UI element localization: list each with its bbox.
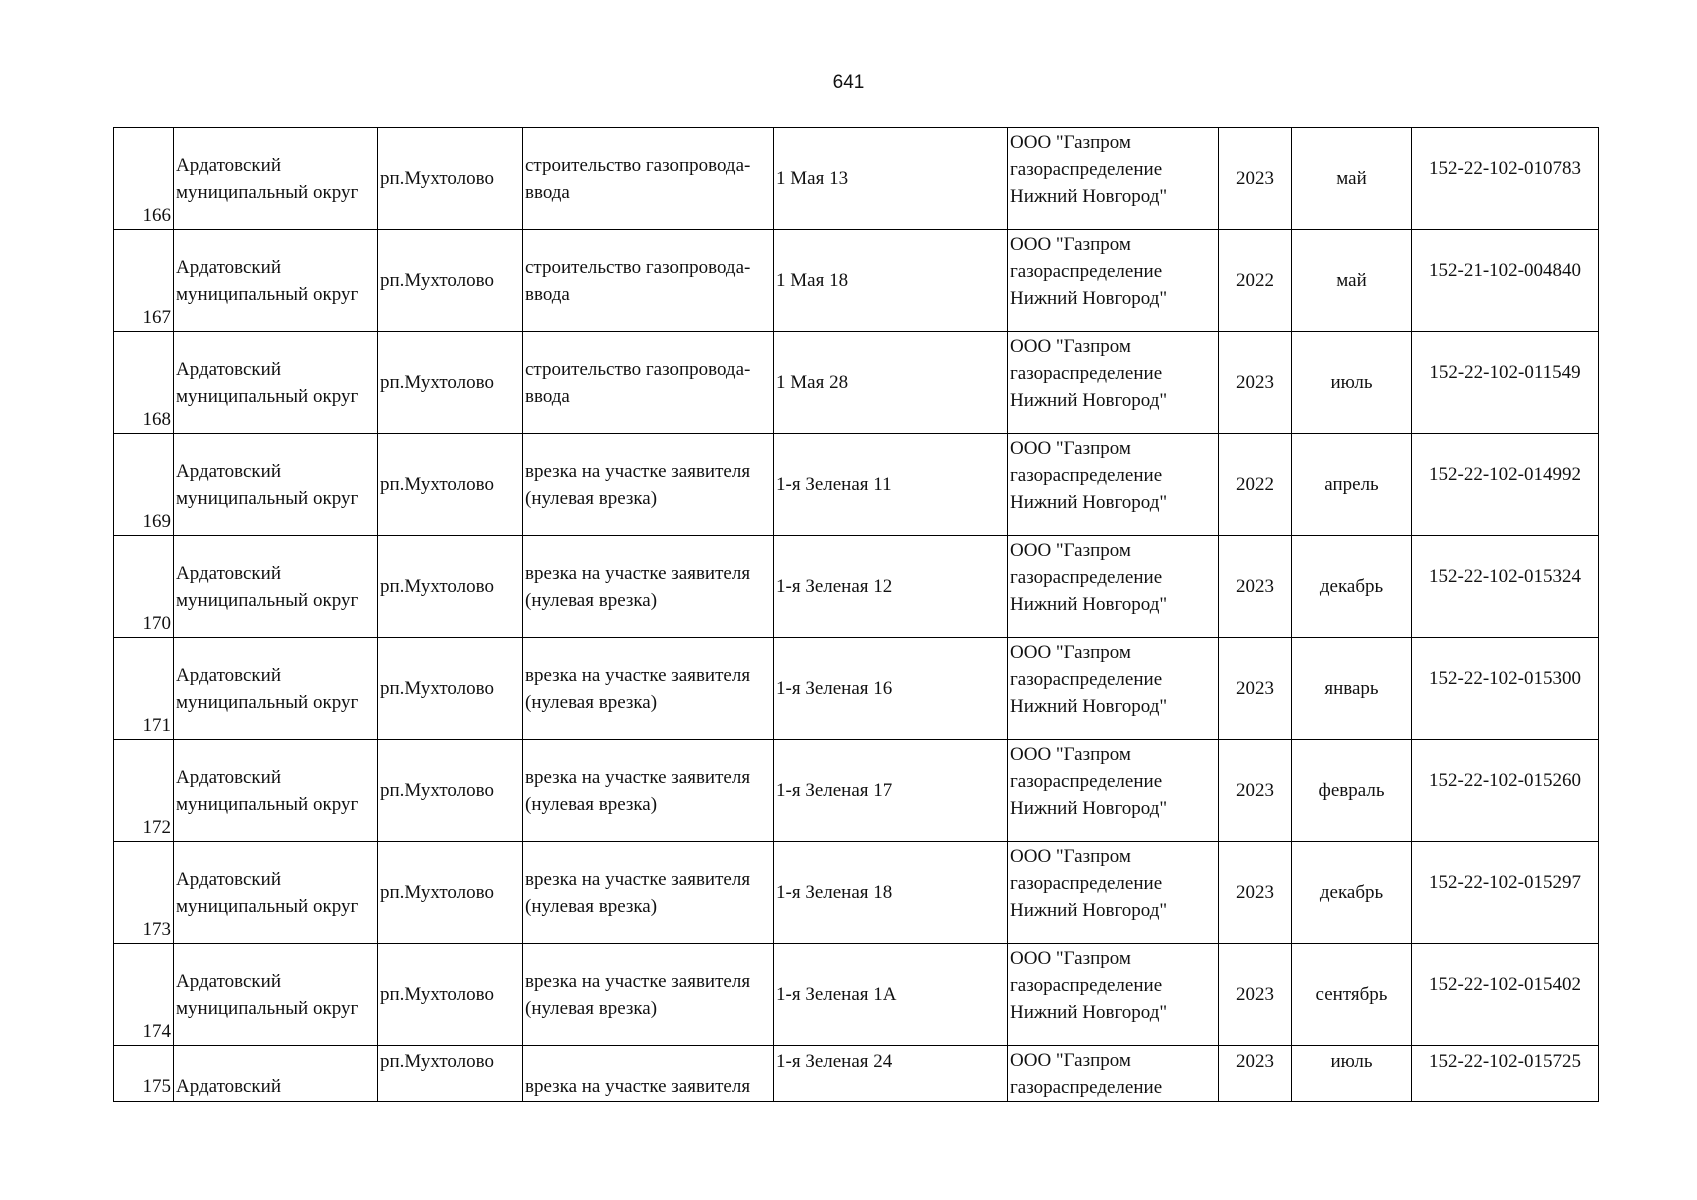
organization-line-2: газораспределение (1010, 873, 1163, 894)
organization-cell (1008, 638, 1219, 740)
table-row (114, 638, 1599, 740)
municipality-cell (174, 638, 378, 740)
organization-line-3: Нижний Новгород" (1010, 390, 1168, 411)
work-type-cell (523, 128, 774, 230)
table-row (114, 230, 1599, 332)
year-cell: 2023 (1219, 1046, 1292, 1102)
row-number: 168 (114, 332, 174, 434)
organization-line-3: Нижний Новгород" (1010, 696, 1168, 717)
work-type-cell (523, 434, 774, 536)
address-cell: 1-я Зеленая 1А (774, 944, 1008, 1046)
month-cell: май (1292, 230, 1412, 332)
table-row (114, 536, 1599, 638)
table-row (114, 434, 1599, 536)
year-cell: 2023 (1219, 332, 1292, 434)
municipality-cell (174, 332, 378, 434)
organization-line-1: ООО "Газпром (1010, 132, 1131, 153)
year-cell: 2023 (1219, 128, 1292, 230)
organization-line-1: ООО "Газпром (1010, 642, 1131, 663)
municipality-line-1: Ардатовский (176, 1076, 281, 1097)
organization-cell (1008, 842, 1219, 944)
row-number: 171 (114, 638, 174, 740)
work-type-line-1: врезка на участке заявителя (525, 970, 751, 992)
organization-line-3: Нижний Новгород" (1010, 186, 1168, 207)
municipality-line-2: муниципальный округ (176, 487, 359, 509)
organization-line-2: газораспределение (1010, 261, 1163, 282)
application-code-cell: 152-22-102-015297 (1412, 842, 1599, 944)
month-cell: январь (1292, 638, 1412, 740)
municipality-line-1: Ардатовский (176, 460, 281, 482)
organization-cell (1008, 740, 1219, 842)
work-type-line-2: ввода (525, 385, 570, 407)
municipality-cell (174, 944, 378, 1046)
organization-cell (1008, 536, 1219, 638)
application-code-cell: 152-22-102-010783 (1412, 128, 1599, 230)
work-type-line-2: ввода (525, 283, 570, 305)
municipality-line-2: муниципальный округ (176, 181, 359, 203)
organization-cell (1008, 332, 1219, 434)
organization-line-2: газораспределение (1010, 159, 1163, 180)
table-row (114, 128, 1599, 230)
work-type-line-1: строительство газопровода- (525, 358, 751, 380)
settlement-cell: рп.Мухтолово (378, 842, 523, 944)
municipality-cell (174, 128, 378, 230)
year-cell: 2023 (1219, 842, 1292, 944)
organization-line-1: ООО "Газпром (1010, 846, 1131, 867)
work-type-cell (523, 230, 774, 332)
month-cell: май (1292, 128, 1412, 230)
year-cell: 2023 (1219, 740, 1292, 842)
row-number: 172 (114, 740, 174, 842)
municipality-line-2: муниципальный округ (176, 997, 359, 1019)
organization-line-1: ООО "Газпром (1010, 1050, 1131, 1071)
organization-line-1: ООО "Газпром (1010, 744, 1131, 765)
address-cell: 1-я Зеленая 17 (774, 740, 1008, 842)
address-cell: 1 Мая 18 (774, 230, 1008, 332)
registry-table (113, 127, 1599, 1102)
work-type-cell (523, 944, 774, 1046)
work-type-line-2: (нулевая врезка) (525, 691, 658, 713)
organization-line-2: газораспределение (1010, 669, 1163, 690)
row-number: 173 (114, 842, 174, 944)
address-cell: 1-я Зеленая 11 (774, 434, 1008, 536)
organization-line-3: Нижний Новгород" (1010, 900, 1168, 921)
municipality-line-2: муниципальный округ (176, 283, 359, 305)
table-row (114, 842, 1599, 944)
organization-line-2: газораспределение (1010, 363, 1163, 384)
municipality-line-2: муниципальный округ (176, 895, 359, 917)
settlement-cell: рп.Мухтолово (378, 740, 523, 842)
application-code-cell: 152-22-102-015725 (1412, 1046, 1599, 1102)
municipality-cell (174, 536, 378, 638)
organization-line-3: Нижний Новгород" (1010, 594, 1168, 615)
settlement-cell: рп.Мухтолово (378, 638, 523, 740)
settlement-cell: рп.Мухтолово (378, 230, 523, 332)
table-row (114, 1046, 1599, 1102)
application-code-cell: 152-21-102-004840 (1412, 230, 1599, 332)
month-cell: июль (1292, 332, 1412, 434)
month-cell: декабрь (1292, 536, 1412, 638)
application-code-cell: 152-22-102-011549 (1412, 332, 1599, 434)
work-type-line-1: строительство газопровода- (525, 256, 751, 278)
table-row (114, 944, 1599, 1046)
work-type-line-1: врезка на участке заявителя (525, 664, 751, 686)
municipality-cell (174, 1046, 378, 1102)
application-code-cell: 152-22-102-015300 (1412, 638, 1599, 740)
municipality-line-2: муниципальный округ (176, 691, 359, 713)
work-type-line-2: (нулевая врезка) (525, 589, 658, 611)
organization-line-2: газораспределение (1010, 975, 1163, 996)
organization-line-1: ООО "Газпром (1010, 948, 1131, 969)
organization-line-3: Нижний Новгород" (1010, 798, 1168, 819)
organization-cell (1008, 128, 1219, 230)
row-number: 175 (114, 1046, 174, 1102)
row-number: 169 (114, 434, 174, 536)
work-type-line-1: строительство газопровода- (525, 154, 751, 176)
work-type-line-1: врезка на участке заявителя (525, 562, 751, 584)
work-type-line-1: врезка на участке заявителя (525, 460, 751, 482)
organization-cell (1008, 434, 1219, 536)
work-type-line-1: врезка на участке заявителя (525, 766, 751, 788)
settlement-cell: рп.Мухтолово (378, 1046, 523, 1102)
municipality-cell (174, 842, 378, 944)
municipality-line-1: Ардатовский (176, 868, 281, 890)
work-type-cell (523, 638, 774, 740)
month-cell: сентябрь (1292, 944, 1412, 1046)
table-row (114, 332, 1599, 434)
municipality-line-1: Ардатовский (176, 154, 281, 176)
municipality-line-1: Ардатовский (176, 766, 281, 788)
municipality-line-1: Ардатовский (176, 562, 281, 584)
settlement-cell: рп.Мухтолово (378, 332, 523, 434)
organization-line-2: газораспределение (1010, 465, 1163, 486)
settlement-cell: рп.Мухтолово (378, 536, 523, 638)
organization-line-2: газораспределение (1010, 1077, 1163, 1098)
organization-line-1: ООО "Газпром (1010, 234, 1131, 255)
settlement-cell: рп.Мухтолово (378, 944, 523, 1046)
work-type-line-2: (нулевая врезка) (525, 997, 658, 1019)
work-type-line-2: ввода (525, 181, 570, 203)
organization-line-1: ООО "Газпром (1010, 540, 1131, 561)
municipality-cell (174, 740, 378, 842)
row-number: 174 (114, 944, 174, 1046)
year-cell: 2023 (1219, 638, 1292, 740)
organization-line-1: ООО "Газпром (1010, 438, 1131, 459)
municipality-cell (174, 230, 378, 332)
work-type-cell (523, 536, 774, 638)
month-cell: февраль (1292, 740, 1412, 842)
address-cell: 1-я Зеленая 18 (774, 842, 1008, 944)
work-type-line-1: врезка на участке заявителя (525, 1076, 751, 1097)
organization-line-2: газораспределение (1010, 567, 1163, 588)
row-number: 166 (114, 128, 174, 230)
table-row (114, 740, 1599, 842)
year-cell: 2023 (1219, 944, 1292, 1046)
work-type-line-1: врезка на участке заявителя (525, 868, 751, 890)
row-number: 170 (114, 536, 174, 638)
year-cell: 2022 (1219, 434, 1292, 536)
address-cell: 1-я Зеленая 24 (774, 1046, 1008, 1102)
settlement-cell: рп.Мухтолово (378, 128, 523, 230)
work-type-cell (523, 1046, 774, 1102)
work-type-line-2: (нулевая врезка) (525, 487, 658, 509)
municipality-line-2: муниципальный округ (176, 589, 359, 611)
work-type-cell (523, 842, 774, 944)
address-cell: 1 Мая 13 (774, 128, 1008, 230)
table-body (114, 128, 1599, 1102)
settlement-cell: рп.Мухтолово (378, 434, 523, 536)
year-cell: 2022 (1219, 230, 1292, 332)
application-code-cell: 152-22-102-015260 (1412, 740, 1599, 842)
organization-line-3: Нижний Новгород" (1010, 1002, 1168, 1023)
organization-line-2: газораспределение (1010, 771, 1163, 792)
municipality-line-1: Ардатовский (176, 256, 281, 278)
work-type-line-2: (нулевая врезка) (525, 895, 658, 917)
municipality-line-1: Ардатовский (176, 358, 281, 380)
organization-cell (1008, 1046, 1219, 1102)
municipality-line-2: муниципальный округ (176, 793, 359, 815)
municipality-line-1: Ардатовский (176, 664, 281, 686)
organization-line-1: ООО "Газпром (1010, 336, 1131, 357)
municipality-cell (174, 434, 378, 536)
month-cell: декабрь (1292, 842, 1412, 944)
address-cell: 1-я Зеленая 16 (774, 638, 1008, 740)
address-cell: 1 Мая 28 (774, 332, 1008, 434)
month-cell: апрель (1292, 434, 1412, 536)
row-number: 167 (114, 230, 174, 332)
work-type-cell (523, 332, 774, 434)
organization-cell (1008, 944, 1219, 1046)
municipality-line-1: Ардатовский (176, 970, 281, 992)
month-cell: июль (1292, 1046, 1412, 1102)
work-type-cell (523, 740, 774, 842)
application-code-cell: 152-22-102-015402 (1412, 944, 1599, 1046)
application-code-cell: 152-22-102-014992 (1412, 434, 1599, 536)
year-cell: 2023 (1219, 536, 1292, 638)
work-type-line-2: (нулевая врезка) (525, 793, 658, 815)
organization-cell (1008, 230, 1219, 332)
application-code-cell: 152-22-102-015324 (1412, 536, 1599, 638)
organization-line-3: Нижний Новгород" (1010, 492, 1168, 513)
page-number: 641 (832, 72, 865, 93)
address-cell: 1-я Зеленая 12 (774, 536, 1008, 638)
municipality-line-2: муниципальный округ (176, 385, 359, 407)
organization-line-3: Нижний Новгород" (1010, 288, 1168, 309)
